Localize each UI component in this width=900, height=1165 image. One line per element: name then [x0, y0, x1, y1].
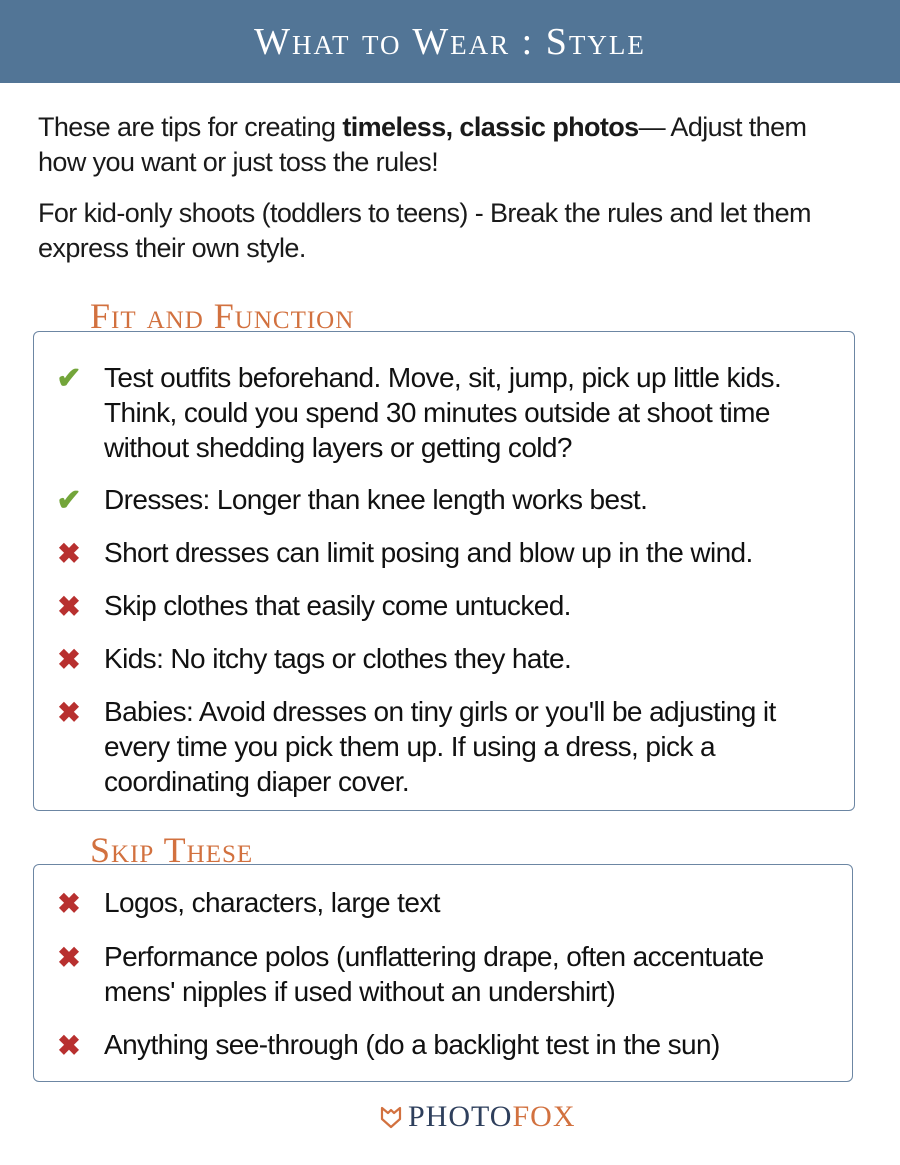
cross-icon: ✖ [57, 644, 81, 675]
skip-these-box [33, 864, 853, 1082]
intro-paragraph-2: For kid-only shoots (toddlers to teens) - Break the rules and let them express their own style. [38, 198, 811, 263]
fox-icon [380, 1105, 402, 1129]
list-item: ✖ Short dresses can limit posing and blow up in the wind. [34, 535, 794, 570]
intro-paragraph-1: These are tips for creating timeless, classic photos— Adjust them how you want or just toss the rules! [38, 112, 807, 177]
list-item: ✖ Performance polos (unflattering drape, often accentuate mens' nipples if used without an undershirt) [34, 939, 794, 1009]
cross-icon: ✖ [57, 942, 81, 973]
photofox-logo: PHOTOFOX [380, 1100, 575, 1134]
section-title-fit-and-function: Fit and Function [90, 296, 355, 336]
list-item: ✔ Test outfits beforehand. Move, sit, jump, pick up little kids. Think, could you spend 30 minutes outside at shoot time without shedding layers or getting cold? [34, 360, 794, 465]
list-item: ✖ Logos, characters, large text [34, 885, 794, 920]
cross-icon: ✖ [57, 888, 81, 919]
emphasis: timeless, classic photos [342, 112, 639, 142]
cross-icon: ✖ [57, 697, 81, 728]
list-item: ✖ Babies: Avoid dresses on tiny girls or you'll be adjusting it every time you pick them up. If using a dress, pick a coordinating diaper cover. [34, 694, 794, 799]
intro [38, 110, 853, 282]
list-item: ✖ Kids: No itchy tags or clothes they hate. [34, 641, 794, 676]
list-item: ✖ Skip clothes that easily come untucked. [34, 588, 794, 623]
title-banner [0, 0, 900, 83]
cross-icon: ✖ [57, 1030, 81, 1061]
check-icon: ✔ [56, 484, 82, 517]
list-item: ✖ Anything see-through (do a backlight test in the sun) [34, 1027, 794, 1062]
list-item: ✔ Dresses: Longer than knee length works best. [34, 482, 794, 517]
cross-icon: ✖ [57, 538, 81, 569]
check-icon: ✔ [56, 362, 82, 395]
section-title-skip-these: Skip These [90, 830, 254, 870]
cross-icon: ✖ [57, 591, 81, 622]
fit-and-function-box [33, 331, 855, 811]
page-title: What to Wear : Style [254, 20, 646, 63]
